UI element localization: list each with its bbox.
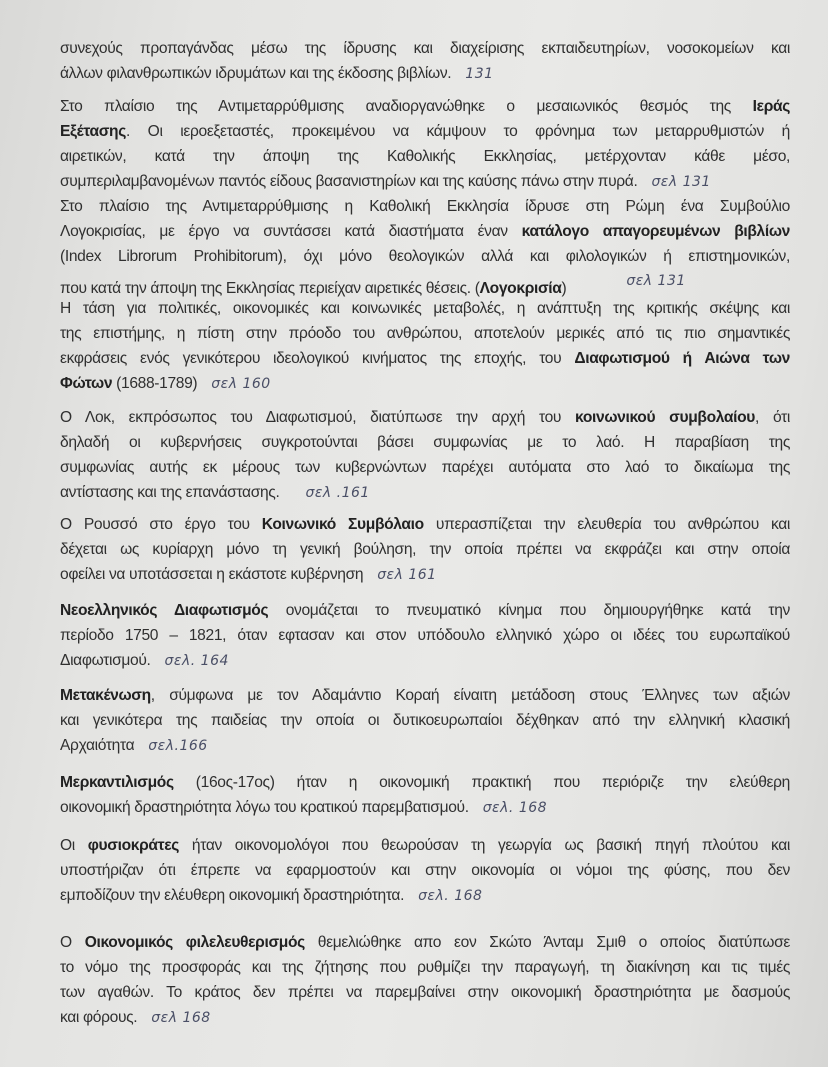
text-line (60, 795, 790, 821)
paragraph-propaganda (60, 36, 790, 87)
paragraph-enlightenment (60, 296, 790, 397)
handwritten-page-note: 131 (465, 66, 494, 82)
paragraph-mercantilism (60, 770, 790, 821)
bold-term: Λογοκρισία (479, 280, 562, 297)
text-line: Η τάση για πολιτικές, οικονομικές και κοινωνικές μεταβολές, η ανάπτυξη της κριτικής σκέψης και (60, 300, 790, 317)
text-line (60, 512, 790, 537)
bold-term: Μετακένωση (60, 687, 151, 704)
bold-term: κοινωνικού συμβολαίου (575, 409, 756, 426)
text: Αρχαιότητα (60, 737, 135, 754)
text-line: το νόμο της προσφοράς και της ζήτησης που ρυθμίζει την παραγωγή, τη διακίνηση και τις τιμές (60, 959, 790, 976)
text: ) (561, 280, 567, 297)
text-line: δηλαδή οι κυβερνήσεις συγκροτούνται βάσει συμφωνίας με το λαό. Η παραβίαση της (60, 434, 790, 451)
paragraph-metakenosis (60, 683, 790, 759)
handwritten-page-note: σελ 131 (651, 174, 711, 190)
paragraph-censorship (60, 194, 790, 301)
text-line (60, 119, 790, 144)
text: Διαφωτισμού. (60, 652, 151, 669)
bold-term: Μερκαντιλισμός (60, 774, 174, 791)
text: οικονομική δραστηριότητα λόγω του κρατικού παρεμβατισμού. (60, 799, 469, 816)
text: , σύμφωνα με τον Αδαμάντιο Κοραή είναιτη μετάδοση στους Έλληνες των αξιών (150, 687, 790, 704)
text-line (60, 683, 790, 708)
text: . Οι ιεροεξεταστές, προκειμένου να κάμψουν το φρόνημα των μεταρρυθμιστών ή (126, 123, 790, 140)
text-line: των αγαθών. Το κράτος δεν πρέπει να παρεμβαίνει στην οικονομική δραστηριότητα με δασμούς (60, 984, 790, 1001)
text-line (60, 733, 790, 759)
text-line: και γενικότερα της παιδείας την οποία οι δυτικοευρωπαίοι δέχθηκαν από την ελληνική κλασική (60, 712, 790, 729)
paragraph-inquisition (60, 94, 790, 195)
handwritten-page-note: σελ 131 (626, 273, 686, 289)
text: που κατά την άποψη της Εκκλησίας περιείχαν αιρετικές θέσεις. ( (60, 280, 480, 297)
text-line: (Index Librorum Prohibitorum), όχι μόνο θεολογικών αλλά και φιλολογικών ή επιστημονικών, (60, 248, 790, 265)
paragraph-locke (60, 405, 790, 506)
text: Λογοκρισίας, με έργο να συντάσσει κατά διαστήματα έναν (60, 223, 522, 240)
text: , ότι (755, 409, 790, 426)
handwritten-page-note: σελ 168 (151, 1010, 211, 1026)
handwritten-page-note: σελ 160 (211, 376, 271, 392)
bold-term: Οικονομικός φιλελευθερισμός (84, 934, 305, 951)
text-line: δέχεται ως κυρίαρχη μόνο τη γενική βούληση, την οποία πρέπει να εκφράζει και στην οποία (60, 541, 790, 558)
text-line (60, 833, 790, 858)
text-line: συνεχούς προπαγάνδας μέσω της ίδρυσης και διαχείρισης εκπαιδευτηρίων, νοσοκομείων και (60, 40, 790, 57)
text: και φόρους. (60, 1009, 138, 1026)
text-line (60, 219, 790, 244)
bold-term: Εξέτασης (60, 123, 126, 140)
handwritten-page-note: σελ. 168 (482, 800, 548, 816)
text: Ο Λοκ, εκπρόσωπος του Διαφωτισμού, διατύπωσε την αρχή του (60, 409, 576, 426)
text-line (60, 346, 790, 371)
text-line (60, 562, 790, 588)
text: συμπεριλαμβανομένων παντός είδους βασανιστηρίων και της καύσης πάνω στην πυρά. (60, 173, 638, 190)
text: άλλων φιλανθρωπικών ιδρυμάτων και της έκδοσης βιβλίων. (60, 65, 452, 82)
text-line (60, 883, 790, 909)
bold-term: Ιεράς (752, 98, 790, 115)
paragraph-rousseau (60, 512, 790, 588)
text-line (60, 598, 790, 623)
text-line: περίοδο 1750 – 1821, όταν εφτασαν και στον υπόδουλο ελληνικό χώρο οι ιδέες του ευρωπαϊκού (60, 627, 790, 644)
text: (1688-1789) (112, 375, 198, 392)
text: Στο πλαίσιο της Αντιμεταρρύθμισης αναδιοργανώθηκε ο μεσαιωνικός θεσμός της (60, 98, 753, 115)
text: Ο Ρουσσό στο έργο του (60, 516, 262, 533)
text: Οι (60, 837, 88, 854)
bold-term: Νεοελληνικός Διαφωτισμός (60, 602, 269, 619)
text: αντίστασης και της επανάστασης. (60, 484, 280, 501)
text-line (60, 94, 790, 119)
text: εκφράσεις ενός γενικότερου ιδεολογικού κινήματος της εποχής, του (60, 350, 575, 367)
text-line (60, 169, 790, 195)
text: υπερασπίζεται την ελευθερία του ανθρώπου και (423, 516, 790, 533)
text-line (60, 648, 790, 674)
paragraph-greek-enlightenment (60, 598, 790, 674)
bold-term: Διαφωτισμού ή Αιώνα των (574, 350, 790, 367)
handwritten-page-note: σελ .161 (305, 485, 370, 501)
bold-term: Κοινωνικό Συμβόλαιο (261, 516, 424, 533)
text-line: της επιστήμης, η πίστη στην πρόοδο του ανθρώπου, αποτελούν μερικές από τις πιο σημαντικές (60, 325, 790, 342)
text: θεμελιώθηκε απο εον Σκώτο Άνταμ Σμιθ ο οποίος διατύπωσε (304, 934, 791, 951)
text: οφείλει να υποτάσσεται η εκάστοτε κυβέρνηση (60, 566, 364, 583)
text: (16ος-17ος) ήταν η οικονομική πρακτική που περιόριζε την ελεύθερη (173, 774, 790, 791)
handwritten-page-note: σελ. 168 (418, 888, 483, 904)
paragraph-physiocrats (60, 833, 790, 909)
bold-term: φυσιοκράτες (87, 837, 180, 854)
text-line (60, 1005, 790, 1031)
text-line (60, 61, 790, 87)
handwritten-page-note: σελ 161 (377, 567, 437, 583)
text-line (60, 371, 790, 397)
text-line (60, 405, 790, 430)
handwritten-page-note: σελ. 164 (164, 653, 229, 669)
text-line (60, 770, 790, 795)
text-line (60, 930, 790, 955)
text: ήταν οικονομολόγοι που θεωρούσαν τη γεωργία ως βασική πηγή πλούτου και (179, 837, 790, 854)
text-line: αιρετικών, κατά την άποψη της Καθολικής Εκκλησίας, μετέρχονταν κάθε μέσο, (60, 148, 790, 165)
text-line: συμφωνίας αυτής εκ μέρους των κυβερνώντων παρέχει αυτόματα στο λαό το δικαίωμα της (60, 459, 790, 476)
text-line (60, 480, 790, 506)
text: εμποδίζουν την ελέυθερη οικονομική δραστηριότητα. (60, 887, 405, 904)
text-line: Στο πλαίσιο της Αντιμεταρρύθμισης η Καθολική Εκκλησία ίδρυσε στη Ρώμη ένα Συμβούλιο (60, 198, 790, 215)
bold-term: κατάλογο απαγορευμένων βιβλίων (521, 223, 790, 240)
text: ονομάζεται το πνευματικό κίνημα που δημιουργήθηκε κατά την (268, 602, 790, 619)
handwritten-page-note: σελ.166 (148, 738, 208, 754)
paragraph-economic-liberalism (60, 930, 790, 1031)
text-line: υποστήριζαν ότι έπρεπε να εφαρμοστούν και στην οικονομία οι νόμοι της φύσης, που δεν (60, 862, 790, 879)
bold-term: Φώτων (60, 375, 113, 392)
text: Ο (60, 934, 85, 951)
